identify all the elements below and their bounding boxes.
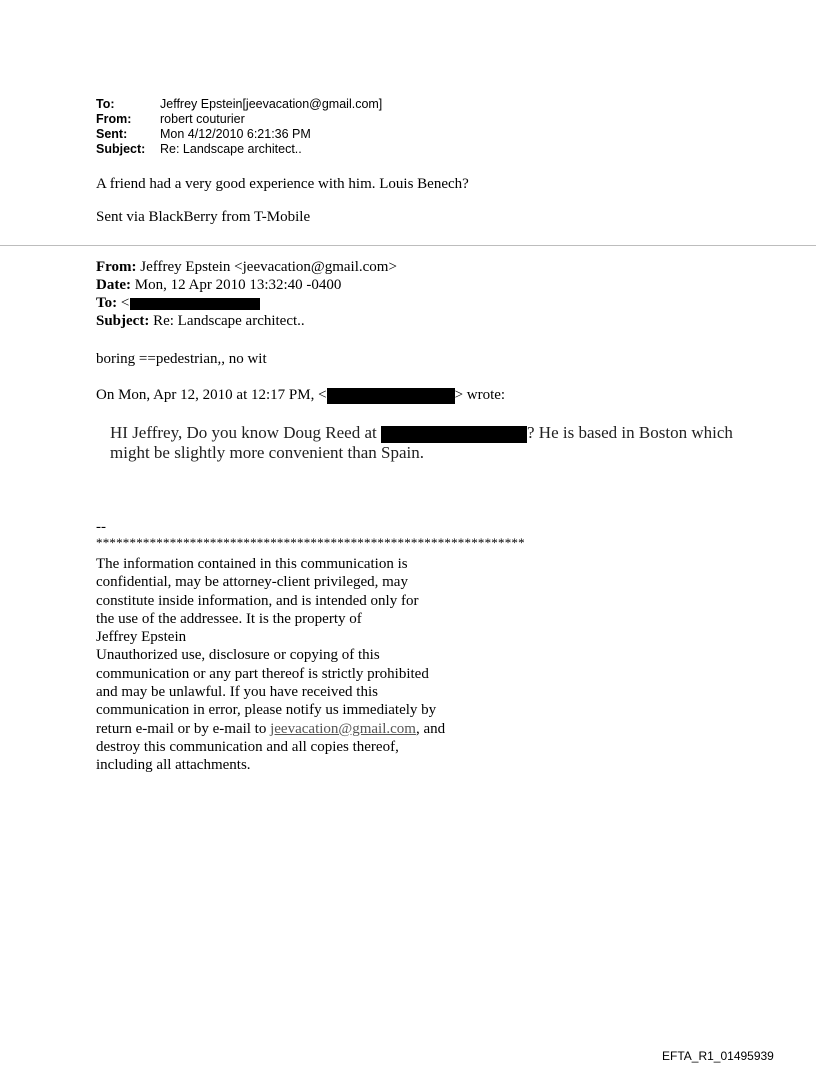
quoted-date-label: Date: (96, 277, 131, 293)
header-to-row (96, 97, 382, 112)
disclaimer-line: communication in error, please notify us immediately by (96, 702, 437, 719)
quoted-to-row (96, 294, 397, 312)
from-value: robert couturier (160, 112, 245, 126)
quoted-to-label: To: (96, 295, 118, 311)
disclaimer-line: and may be unlawful. If you have received this (96, 684, 378, 701)
disclaimer (96, 555, 496, 775)
disclaimer-line: Unauthorized use, disclosure or copying of this (96, 647, 380, 664)
quoted-from-value: Jeffrey Epstein <jeevacation@gmail.com> (136, 259, 397, 275)
reply-line: boring ==pedestrian,, no wit (96, 351, 267, 367)
redaction-bar (130, 298, 260, 310)
attribution-line (96, 386, 505, 404)
attribution-prefix: On Mon, Apr 12, 2010 at 12:17 PM, < (96, 387, 327, 403)
sent-value: Mon 4/12/2010 6:21:36 PM (160, 127, 311, 141)
document-id: EFTA_R1_01495939 (662, 1049, 774, 1063)
quoted-header (96, 258, 397, 330)
quoted-to-value: < (117, 295, 130, 311)
quoted-subject-label: Subject: (96, 313, 150, 329)
quoted-message-part2: ? He is based in Boston which might be slightly more convenient than Spain. (110, 423, 733, 462)
to-value: Jeffrey Epstein[jeevacation@gmail.com] (160, 97, 383, 111)
signature-stars: **************************************************************** (96, 535, 525, 550)
disclaimer-line: constitute inside information, and is intended only for (96, 592, 419, 609)
signature-dash: -- (96, 519, 106, 535)
header-from-row (96, 112, 382, 127)
attribution-suffix: > wrote: (454, 387, 506, 403)
subject-label: Subject: (96, 142, 146, 156)
email-header (96, 97, 382, 157)
email-link[interactable]: jeevacation@gmail.com (270, 720, 416, 737)
body-line-2: Sent via BlackBerry from T-Mobile (96, 209, 311, 225)
redaction-bar (327, 388, 455, 404)
quoted-subject-row (96, 312, 397, 330)
disclaimer-line: confidential, may be attorney-client privileged, may (96, 574, 408, 591)
disclaimer-line: the use of the addressee. It is the property of (96, 610, 362, 627)
disclaimer-line-suffix: , and (415, 720, 446, 737)
disclaimer-line: including all attachments. (96, 757, 251, 774)
quoted-message-part1: HI Jeffrey, Do you know Doug Reed at (110, 423, 381, 442)
quoted-from-row (96, 258, 397, 276)
quoted-date-row (96, 276, 397, 294)
quoted-message (110, 423, 750, 463)
sent-label: Sent: (96, 127, 128, 141)
quoted-from-label: From: (96, 259, 137, 275)
header-subject-row (96, 142, 382, 157)
disclaimer-line: The information contained in this communication is (96, 556, 408, 572)
subject-value: Re: Landscape architect.. (160, 142, 302, 156)
divider (0, 245, 816, 246)
body-line-1: A friend had a very good experience with him. Louis Benech? (96, 176, 469, 192)
quoted-subject-value: Re: Landscape architect.. (149, 313, 305, 329)
header-sent-row (96, 127, 382, 142)
disclaimer-line-with-link (96, 720, 496, 738)
disclaimer-line-prefix: return e-mail or by e-mail to (96, 720, 271, 737)
redaction-bar (381, 426, 527, 443)
from-label: From: (96, 112, 132, 126)
disclaimer-line: destroy this communication and all copies thereof, (96, 738, 399, 755)
quoted-date-value: Mon, 12 Apr 2010 13:32:40 -0400 (130, 277, 342, 293)
to-label: To: (96, 97, 115, 111)
disclaimer-line: Jeffrey Epstein (96, 629, 187, 646)
disclaimer-line: communication or any part thereof is strictly prohibited (96, 665, 429, 682)
